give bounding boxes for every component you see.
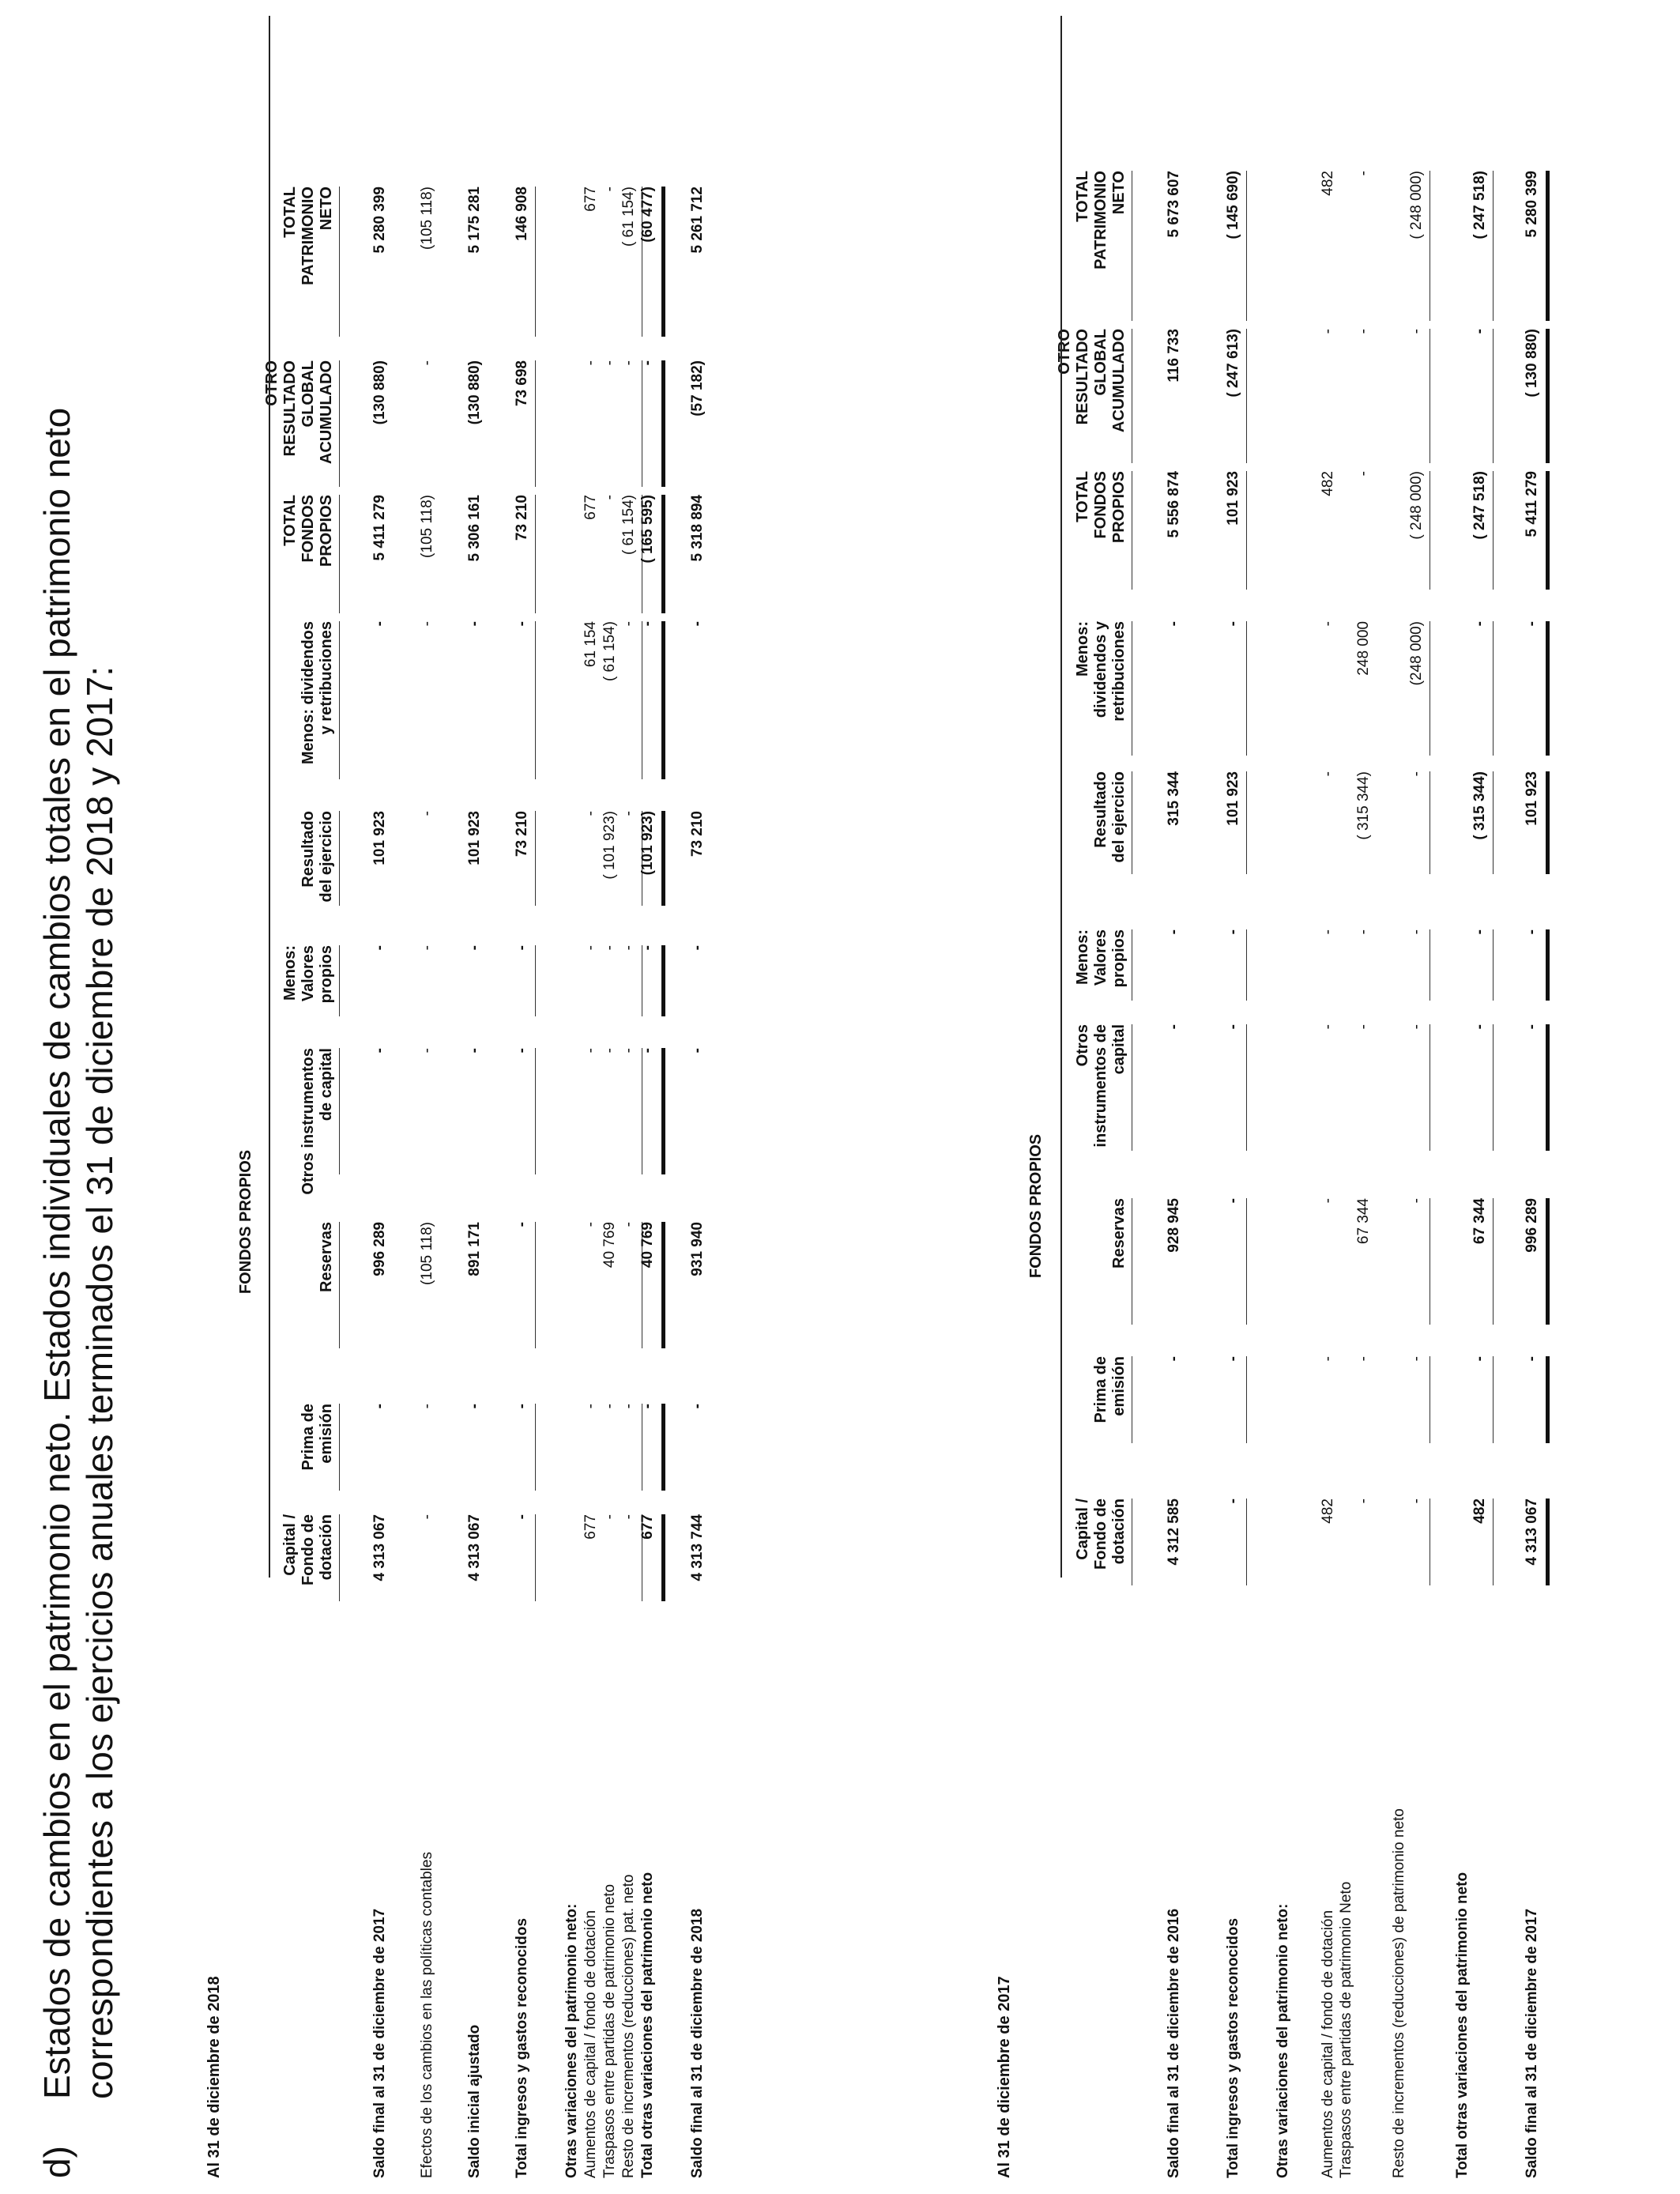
row-underline <box>1546 329 1550 463</box>
column-header-5: Menos: Valores propios <box>1074 929 1128 988</box>
row-label: Resto de incrementos (reducciones) pat. neto <box>620 1874 637 2178</box>
row-underline <box>535 495 536 613</box>
table-cell: 996 289 <box>371 1222 388 1276</box>
table-cell: (105 118) <box>419 1222 435 1285</box>
table-cell: - <box>371 1048 388 1054</box>
column-header-5: Menos: Valores propios <box>281 945 335 1004</box>
row-underline <box>1546 171 1550 321</box>
table-cell: - <box>1225 621 1241 627</box>
row-underline <box>661 621 665 779</box>
column-header-1: Capital / Fondo de dotación <box>1074 1498 1128 1570</box>
row-label: Resto de incrementos (reducciones) de patrimonio neto <box>1391 1808 1407 2178</box>
column-header-8: TOTAL FONDOS PROPIOS <box>281 495 335 567</box>
row-underline <box>1493 1198 1494 1325</box>
column-header-6: Resultado del ejercicio <box>1092 771 1128 863</box>
row-underline <box>1546 929 1550 1001</box>
row-underline <box>1246 1356 1247 1443</box>
table-cell: 101 923 <box>466 811 483 865</box>
table-cell: - <box>514 945 530 951</box>
table-cell: 5 261 712 <box>689 187 706 254</box>
table-cell: - <box>689 945 706 951</box>
table-cell: - <box>1166 1356 1182 1362</box>
table-cell: - <box>620 1404 637 1409</box>
table-top-rule <box>269 16 270 1578</box>
table-cell: - <box>514 1222 530 1227</box>
table-cell: 4 312 585 <box>1166 1498 1182 1566</box>
row-underline <box>1246 929 1247 1001</box>
table-cell: 677 <box>582 187 599 212</box>
row-underline <box>1493 1498 1494 1585</box>
table-cell: - <box>1471 929 1488 935</box>
table-cell: - <box>601 495 618 500</box>
table-cell: 146 908 <box>514 187 530 241</box>
table-cell: 5 280 399 <box>1524 171 1540 238</box>
table-cell: ( 248 000) <box>1408 471 1425 540</box>
row-label: Aumentos de capital / fondo de dotación <box>582 1909 599 2178</box>
column-header-9: OTRO RESULTADO GLOBAL ACUMULADO <box>1056 329 1128 433</box>
table-cell: ( 247 613) <box>1225 329 1241 398</box>
table-cell: 5 175 281 <box>466 187 483 254</box>
table-cell: - <box>1320 1024 1336 1030</box>
table-cell: - <box>466 1404 483 1409</box>
table-cell: - <box>371 621 388 627</box>
table-cell: 248 000 <box>1355 621 1372 676</box>
row-label: Saldo inicial ajustado <box>466 2024 483 2178</box>
row-underline <box>1493 929 1494 1001</box>
table-cell: - <box>514 1514 530 1520</box>
table-top-rule <box>1060 16 1062 1578</box>
table-cell: ( 61 154) <box>620 495 637 556</box>
table-cell: - <box>620 1514 637 1520</box>
table-cell: - <box>1408 929 1425 935</box>
table-cell: 4 313 744 <box>689 1514 706 1581</box>
table-cell: - <box>601 945 618 951</box>
table-cell: 40 769 <box>639 1222 656 1269</box>
table-cell: - <box>1524 929 1540 935</box>
row-label: Aumentos de capital / fondo de dotación <box>1320 1909 1336 2178</box>
group-header-fondos-propios: FONDOS PROPIOS <box>1027 1133 1045 1279</box>
table-cell: ( 248 000) <box>1408 171 1425 239</box>
column-header-4: Otros instrumentos de capital <box>299 1048 335 1195</box>
row-underline <box>1493 621 1494 756</box>
table-cell: - <box>514 1048 530 1054</box>
table-cell: 73 210 <box>514 495 530 541</box>
table-cell: - <box>1471 1024 1488 1030</box>
table-cell: - <box>466 945 483 951</box>
table-cell: - <box>1320 929 1336 935</box>
table-cell: - <box>639 945 656 951</box>
title-line-1: Estados de cambios en el patrimonio neto. Estados individuales de cambios totales en el patrimonio neto <box>36 407 77 2099</box>
column-header-underline <box>339 1514 340 1601</box>
column-header-8: TOTAL FONDOS PROPIOS <box>1074 471 1128 544</box>
row-underline <box>1546 1498 1550 1585</box>
table-cell: - <box>601 360 618 366</box>
table-cell: - <box>419 1048 435 1054</box>
row-underline <box>1246 329 1247 463</box>
column-header-9: OTRO RESULTADO GLOBAL ACUMULADO <box>263 360 335 465</box>
column-header-2: Prima de emisión <box>299 1404 335 1471</box>
table-cell: 61 154 <box>582 621 599 668</box>
row-underline <box>535 1222 536 1348</box>
table-cell: - <box>1408 1498 1425 1504</box>
row-label: Saldo final al 31 de diciembre de 2016 <box>1166 1908 1182 2178</box>
row-underline <box>1246 171 1247 321</box>
table-cell: ( 61 154) <box>620 187 637 247</box>
row-underline <box>1546 471 1550 590</box>
table-cell: - <box>1320 621 1336 627</box>
table-cell: 5 318 894 <box>689 495 706 562</box>
column-header-underline <box>339 1048 340 1174</box>
row-underline <box>535 360 536 487</box>
table-cell: - <box>1320 771 1336 777</box>
row-underline <box>661 1404 665 1491</box>
table-cell: - <box>1166 621 1182 627</box>
table-cell: 73 210 <box>514 811 530 858</box>
title-line-2: correspondientes a los ejercicios anuales terminados el 31 de diciembre de 2018 y 2017: <box>79 666 120 2099</box>
column-header-3: Reservas <box>1110 1198 1128 1269</box>
group-header-fondos-propios: FONDOS PROPIOS <box>237 1149 254 1295</box>
table-cell: - <box>1355 1024 1372 1030</box>
row-underline <box>661 187 665 337</box>
table-cell: - <box>371 945 388 951</box>
table-cell: ( 165 595) <box>639 495 656 564</box>
table-cell: - <box>466 621 483 627</box>
table-cell: - <box>639 1048 656 1054</box>
table-cell: - <box>1320 1356 1336 1362</box>
table-cell: 4 313 067 <box>1524 1498 1540 1566</box>
table-cell: 931 940 <box>689 1222 706 1276</box>
column-header-underline <box>339 1404 340 1491</box>
table-cell: - <box>1408 1198 1425 1204</box>
table-cell: - <box>419 811 435 816</box>
table-cell: - <box>1225 929 1241 935</box>
table-cell: (57 182) <box>689 360 706 417</box>
table-cell: - <box>1320 329 1336 334</box>
table-cell: - <box>1355 1498 1372 1504</box>
table-cell: ( 247 518) <box>1471 171 1488 239</box>
table-cell: - <box>1355 1356 1372 1362</box>
table-cell: - <box>582 1222 599 1227</box>
row-underline <box>661 811 665 906</box>
column-header-1: Capital / Fondo de dotación <box>281 1514 335 1585</box>
table-cell: - <box>1166 1024 1182 1030</box>
table-cell: 40 769 <box>601 1222 618 1269</box>
row-underline <box>535 945 536 1016</box>
column-header-6: Resultado del ejercicio <box>299 811 335 903</box>
row-underline <box>661 1048 665 1174</box>
table-cell: - <box>1225 1498 1241 1504</box>
table-cell: - <box>1408 1024 1425 1030</box>
row-label: Saldo final al 31 de diciembre de 2017 <box>371 1908 388 2178</box>
table-cell: - <box>1408 771 1425 777</box>
row-underline <box>1246 621 1247 756</box>
table-cell: - <box>620 621 637 627</box>
column-header-7: Menos: dividendos y retribuciones <box>1074 621 1128 722</box>
row-underline <box>1546 1024 1550 1151</box>
table-cell: - <box>419 360 435 366</box>
row-underline <box>1246 1198 1247 1325</box>
column-header-4: Otros instrumentos de capital <box>1074 1024 1128 1148</box>
column-header-underline <box>339 360 340 487</box>
table-cell: - <box>1355 329 1372 334</box>
table-cell: 101 923 <box>1524 771 1540 826</box>
column-header-underline <box>339 495 340 613</box>
table-cell: 101 923 <box>1225 771 1241 826</box>
table-cell: 5 411 279 <box>371 495 388 561</box>
column-header-3: Reservas <box>318 1222 335 1292</box>
table-cell: 482 <box>1320 1498 1336 1524</box>
table-cell: 482 <box>1320 171 1336 196</box>
table-cell: 116 733 <box>1166 329 1182 383</box>
table-cell: ( 61 154) <box>601 621 618 682</box>
table-cell: 677 <box>639 1514 656 1540</box>
row-underline <box>535 621 536 779</box>
table-cell: - <box>620 945 637 951</box>
table-cell: - <box>601 187 618 192</box>
table-cell: (105 118) <box>419 495 435 558</box>
row-underline <box>661 945 665 1016</box>
table-cell: - <box>620 811 637 816</box>
row-label: Total otras variaciones del patrimonio neto <box>639 1872 656 2178</box>
table-cell: - <box>514 1404 530 1409</box>
table-cell: 4 313 067 <box>466 1514 483 1581</box>
table-cell: - <box>466 1048 483 1054</box>
table-cell: - <box>639 1404 656 1409</box>
table-cell: 5 673 607 <box>1166 171 1182 238</box>
row-underline <box>1546 1356 1550 1443</box>
table-cell: - <box>514 621 530 627</box>
table-cell: 482 <box>1471 1498 1488 1524</box>
row-underline <box>1546 621 1550 756</box>
column-header-10: TOTAL PATRIMONIO NETO <box>1074 171 1128 270</box>
column-header-underline <box>339 621 340 779</box>
table-cell: (101 923) <box>639 811 656 876</box>
table-cell: 482 <box>1320 471 1336 496</box>
row-underline <box>1246 471 1247 590</box>
row-label: Total ingresos y gastos reconocidos <box>1225 1917 1241 2178</box>
table-cell: - <box>1471 329 1488 334</box>
table-cell: - <box>620 1222 637 1227</box>
table-cell: - <box>582 1404 599 1409</box>
table-cell: 677 <box>582 495 599 520</box>
column-header-7: Menos: dividendos y retribuciones <box>299 621 335 765</box>
table-cell: 5 306 161 <box>466 495 483 562</box>
table-cell: - <box>582 1048 599 1054</box>
table-cell: - <box>1320 1198 1336 1204</box>
table-cell: 101 923 <box>371 811 388 865</box>
table-cell: ( 101 923) <box>601 811 618 880</box>
row-underline <box>535 1514 536 1601</box>
table-cell: - <box>620 360 637 366</box>
table-cell: ( 145 690) <box>1225 171 1241 239</box>
table-cell: 5 411 279 <box>1524 471 1540 537</box>
table-cell: 996 289 <box>1524 1198 1540 1253</box>
row-underline <box>535 187 536 337</box>
row-label: Saldo final al 31 de diciembre de 2017 <box>1524 1908 1540 2178</box>
period-label: Al 31 de diciembre de 2017 <box>996 1976 1013 2178</box>
row-underline <box>1246 1024 1247 1151</box>
row-underline <box>1493 471 1494 590</box>
table-cell: - <box>1471 621 1488 627</box>
row-underline <box>535 1404 536 1491</box>
table-cell: - <box>1225 1024 1241 1030</box>
table-cell: 4 313 067 <box>371 1514 388 1581</box>
table-cell: 73 698 <box>514 360 530 407</box>
table-cell: - <box>1355 471 1372 477</box>
row-underline <box>1493 171 1494 321</box>
table-cell: (248 000) <box>1408 621 1425 686</box>
table-cell: - <box>1524 621 1540 627</box>
table-cell: - <box>601 1514 618 1520</box>
table-cell: ( 247 518) <box>1471 471 1488 540</box>
table-cell: - <box>419 621 435 627</box>
row-label: Saldo final al 31 de diciembre de 2018 <box>689 1908 706 2178</box>
table-cell: - <box>371 1404 388 1409</box>
table-cell: 315 344 <box>1166 771 1182 826</box>
table-cell: - <box>1524 1356 1540 1362</box>
row-underline <box>1493 1024 1494 1151</box>
row-underline <box>535 811 536 906</box>
table-cell: - <box>1355 929 1372 935</box>
table-cell: ( 315 344) <box>1355 771 1372 840</box>
row-underline <box>661 360 665 487</box>
column-header-10: TOTAL PATRIMONIO NETO <box>281 187 335 285</box>
row-underline <box>535 1048 536 1174</box>
row-underline <box>661 1222 665 1348</box>
table-cell: - <box>689 1048 706 1054</box>
row-underline <box>661 1514 665 1601</box>
table-cell: - <box>582 360 599 366</box>
table-cell: ( 315 344) <box>1471 771 1488 840</box>
table-cell: 67 344 <box>1355 1198 1372 1245</box>
equity-table-2018 <box>0 0 838 2194</box>
table-cell: 5 556 874 <box>1166 471 1182 538</box>
table-cell: - <box>1225 1198 1241 1204</box>
column-header-underline <box>339 811 340 906</box>
row-label: Otras variaciones del patrimonio neto: <box>563 1903 580 2178</box>
column-header-underline <box>339 1222 340 1348</box>
table-cell: - <box>582 811 599 816</box>
table-cell: - <box>689 621 706 627</box>
table-cell: - <box>419 945 435 951</box>
table-cell: (60 477) <box>639 187 656 243</box>
row-label: Efectos de los cambios en las políticas contables <box>419 1852 435 2178</box>
table-cell: - <box>601 1404 618 1409</box>
table-cell: (130 880) <box>466 360 483 425</box>
period-label: Al 31 de diciembre de 2018 <box>205 1976 223 2178</box>
row-label: Otras variaciones del patrimonio neto: <box>1275 1903 1291 2178</box>
row-label: Total ingresos y gastos reconocidos <box>514 1917 530 2178</box>
table-cell: - <box>419 1404 435 1409</box>
equity-table-2017 <box>853 0 1675 2194</box>
row-underline <box>1546 771 1550 874</box>
table-cell: - <box>1524 1024 1540 1030</box>
table-cell: - <box>582 945 599 951</box>
row-underline <box>1493 771 1494 874</box>
row-underline <box>1546 1198 1550 1325</box>
row-underline <box>1246 771 1247 874</box>
table-cell: 891 171 <box>466 1222 483 1276</box>
row-label: Traspasos entre partidas de patrimonio neto <box>601 1883 618 2178</box>
column-header-underline <box>339 945 340 1016</box>
table-cell: - <box>1408 329 1425 334</box>
row-underline <box>661 495 665 613</box>
table-cell: 677 <box>582 1514 599 1540</box>
row-underline <box>1493 329 1494 463</box>
table-cell: (130 880) <box>371 360 388 425</box>
table-cell: - <box>601 1048 618 1054</box>
table-cell: - <box>639 621 656 627</box>
row-underline <box>1246 1498 1247 1585</box>
table-cell: - <box>1471 1356 1488 1362</box>
table-cell: 5 280 399 <box>371 187 388 254</box>
row-label: Total otras variaciones del patrimonio neto <box>1454 1872 1471 2178</box>
column-header-underline <box>339 187 340 337</box>
table-cell: - <box>620 1048 637 1054</box>
table-cell: - <box>1225 1356 1241 1362</box>
table-cell: - <box>1166 929 1182 935</box>
column-header-2: Prima de emisión <box>1092 1356 1128 1423</box>
row-underline <box>1493 1356 1494 1443</box>
table-cell: (105 118) <box>419 187 435 250</box>
table-cell: - <box>1408 1356 1425 1362</box>
table-cell: - <box>689 1404 706 1409</box>
section-letter: d) <box>36 2146 77 2178</box>
table-cell: - <box>419 1514 435 1520</box>
table-cell: ( 130 880) <box>1524 329 1540 398</box>
row-label: Traspasos entre partidas de patrimonio Neto <box>1338 1881 1354 2178</box>
table-cell: - <box>1355 171 1372 176</box>
table-cell: 73 210 <box>689 811 706 858</box>
table-cell: 67 344 <box>1471 1198 1488 1245</box>
table-cell: 928 945 <box>1166 1198 1182 1253</box>
table-cell: 101 923 <box>1225 471 1241 526</box>
table-cell: - <box>639 360 656 366</box>
